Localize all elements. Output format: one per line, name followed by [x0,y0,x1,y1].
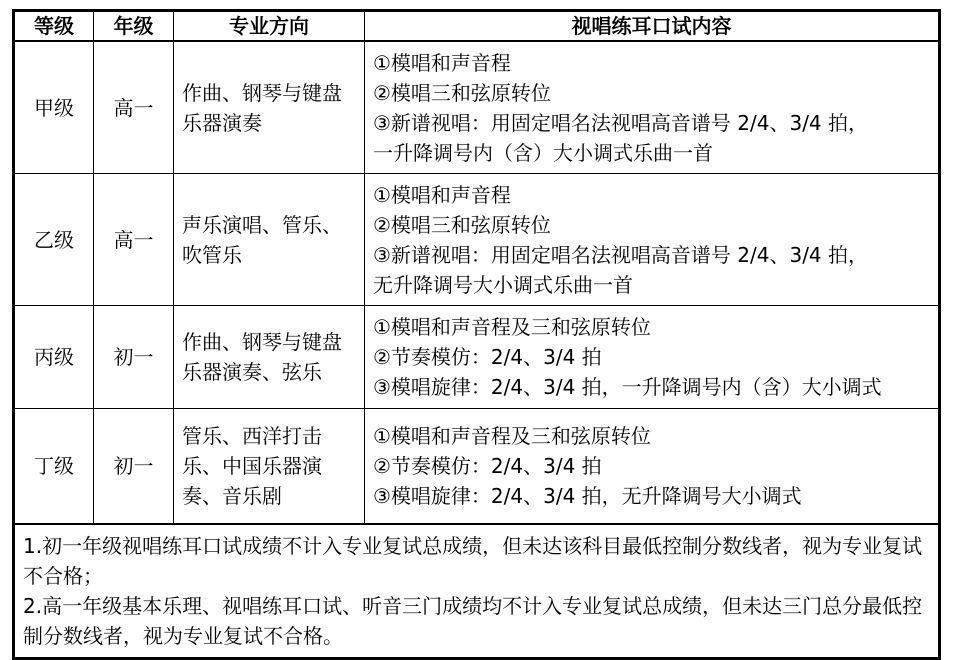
notes-cell [14,524,940,659]
major-line: 作曲、钢琴与键盘 [182,330,342,354]
grade-cell: 初一 [94,306,174,409]
note-1: 1.初一年级视唱练耳口试成绩不计入专业复试总成绩，但未达该科目最低控制分数线者，视为专业复试不合格； [23,534,923,588]
content-line: ①模唱和声音程 [373,50,511,75]
grade-cell: 初一 [94,409,174,525]
major-cell [174,41,365,174]
grade-cell: 高一 [94,41,174,174]
content-line: ①模唱和声音程及三和弦原转位 [373,424,651,448]
content-line: ③新谱视唱：用固定唱名法视唱高音谱号 2/4、3/4 拍， [373,110,869,135]
table-row [14,174,940,306]
major-line: 管乐、西洋打击 [182,424,322,448]
content-line: ②模唱三和弦原转位 [373,212,551,237]
content-line: ②节奏模仿：2/4、3/4 拍 [373,345,602,369]
grade-cell: 高一 [94,174,174,306]
major-line: 乐器演奏 [182,110,262,135]
content-cell [365,174,940,306]
major-cell [174,306,365,409]
major-line: 声乐演唱、管乐、 [182,212,342,237]
header-major: 专业方向 [174,11,365,42]
table-row [14,41,940,174]
major-line: 乐器演奏、弦乐 [182,360,322,384]
content-line: ③模唱旋律：2/4、3/4 拍，无升降调号大小调式 [373,484,802,508]
major-line: 奏、音乐剧 [182,484,282,508]
header-row [14,11,940,42]
content-line: ②节奏模仿：2/4、3/4 拍 [373,454,602,478]
content-line: ③新谱视唱：用固定唱名法视唱高音谱号 2/4、3/4 拍， [373,242,869,267]
content-line: ③模唱旋律：2/4、3/4 拍，一升降调号内（含）大小调式 [373,375,882,399]
table-row [14,306,940,409]
level-cell: 甲级 [14,41,94,174]
level-cell: 丙级 [14,306,94,409]
content-line: 一升降调号内（含）大小调式乐曲一首 [373,140,713,165]
header-level: 等级 [14,11,94,42]
content-line: ①模唱和声音程 [373,182,511,207]
header-content: 视唱练耳口试内容 [365,11,940,42]
level-cell: 乙级 [14,174,94,306]
content-cell [365,409,940,525]
major-line: 吹管乐 [182,242,242,267]
major-line: 作曲、钢琴与键盘 [182,80,342,105]
major-cell [174,174,365,306]
note-2: 2.高一年级基本乐理、视唱练耳口试、听音三门成绩均不计入专业复试总成绩，但未达三门总分最低控制分数线者，视为专业复试不合格。 [23,594,923,648]
content-line: ①模唱和声音程及三和弦原转位 [373,315,651,339]
notes-row [14,524,940,659]
table-row [14,409,940,525]
major-line: 乐、中国乐器演 [182,454,322,478]
content-line: 无升降调号大小调式乐曲一首 [373,272,633,297]
content-line: ②模唱三和弦原转位 [373,80,551,105]
level-cell: 丁级 [14,409,94,525]
major-cell [174,409,365,525]
header-grade: 年级 [94,11,174,42]
content-cell [365,306,940,409]
exam-content-table [12,9,941,660]
content-cell [365,41,940,174]
